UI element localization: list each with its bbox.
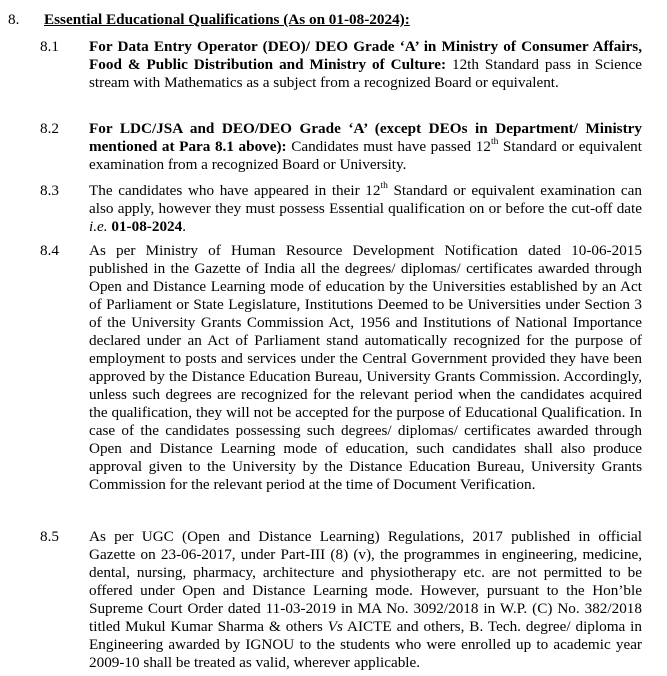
clause-text-continued: Standard or equivalent examination can also apply, however they must possess Essential qualification on or before the cut-off date (89, 182, 642, 217)
clause-italic: i.e. (89, 218, 108, 235)
clause-text: As per UGC (Open and Distance Learning) Regulations, 2017 published in official Gazette on 23-06-2017, under Part-III (8) (v), the programmes in engineering, medicine, dental, nursing, pharmacy, architecture and physiotherapy etc. are not permitted to be offered under Open and Distance Learning mode. However, pursuant to the Hon’ble Supreme Court Order dated 11-03-2019 in MA No. 3092/2018 in W.P. (C) No. 382/2018 titled Mukul Kumar Sharma & others (89, 528, 642, 635)
clause-lead: For LDC/JSA and DEO/DEO Grade ‘A’ (except DEOs in Department/ Ministry mentioned at Para 8.1 above): (89, 120, 642, 155)
clause-number: 8.5 (40, 528, 59, 545)
clause-body: As per Ministry of Human Resource Development Notification dated 10-06-2015 published in the Gazette of India all the degrees/ diplomas/ certificates awarded through Open and Distance Learning mode of education by the Universities established by an Act of Parliament or State Legislature, Institutions Deemed to be Universities under Section 3 of the University Grants Commission Act, 1956 and Institutions of National Importance declared under an Act of Parliament stand automatically recognized for the purpose of employment to posts and services under the Central Government provided they have been approved by the Distance Education Bureau, University Grants Commission. Accordingly, unless such degrees are recognized for the relevant period when the candidates acquired the qualification, they will not be accepted for the purpose of Educational Qualification. In case of the candidates possessing such degrees/ diplomas/ certificates awarded through Open and Distance Learning mode of education, such candidates shall also produce approval given to the University by the Distance Education Bureau, University Grants Commission for the relevant period at the time of Document Verification. (89, 242, 642, 493)
clause-text-continued: Standard or equivalent examination from a recognized Board or University. (89, 138, 642, 173)
superscript-th: th (380, 180, 388, 191)
clause-italic: Vs (327, 618, 343, 635)
clause-text-continued: AICTE and others, B. Tech. degree/ diploma in Engineering awarded by IGNOU to the students who were enrolled up to academic year 2009-10 shall be treated as valid, wherever applicable. (89, 618, 642, 671)
clause-number: 8.4 (40, 242, 59, 259)
clause-body (89, 120, 642, 174)
section-number: 8. (8, 11, 20, 28)
section-title: Essential Educational Qualifications (As on 01-08-2024): (44, 11, 410, 28)
clause-text: 12th Standard pass in Science stream with Mathematics as a subject from a recognized Board or equivalent. (89, 56, 642, 91)
clause-body (89, 182, 642, 236)
cutoff-date: 01-08-2024 (107, 218, 183, 235)
clause-lead: For Data Entry Operator (DEO)/ DEO Grade ‘A’ in Ministry of Consumer Affairs, Food & Public Distribution and Ministry of Culture: (89, 38, 642, 73)
clause-text: Candidates must have passed 12 (286, 138, 491, 155)
superscript-th: th (490, 136, 499, 147)
clause-body (89, 38, 642, 92)
clause-tail: . (182, 218, 187, 235)
clause-body (89, 528, 642, 672)
clause-number: 8.1 (40, 38, 59, 55)
clause-text: The candidates who have appeared in their 12 (89, 182, 381, 199)
clause-number: 8.2 (40, 120, 59, 137)
clause-number: 8.3 (40, 182, 59, 199)
